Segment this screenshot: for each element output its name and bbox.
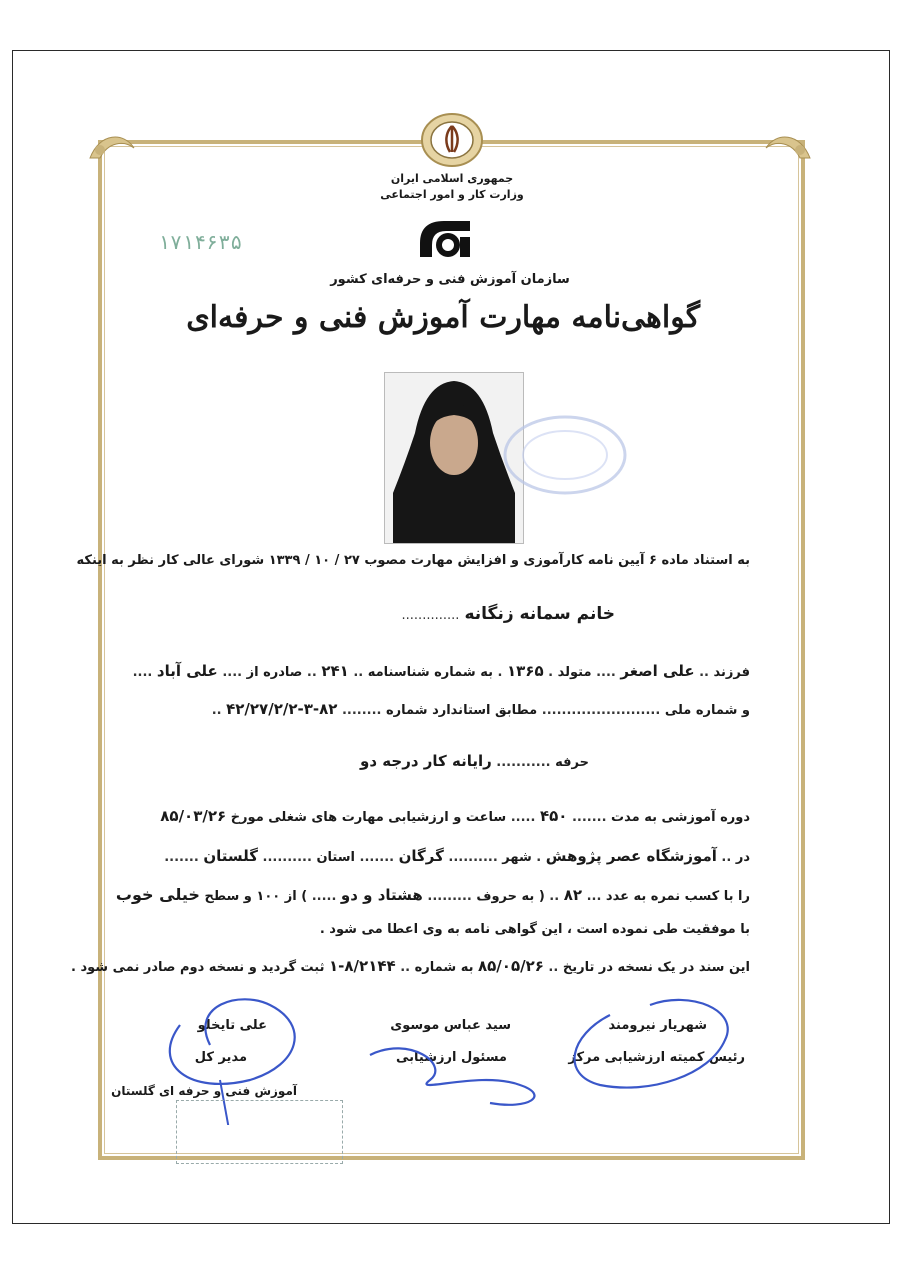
institute-line: در .. آموزشگاه عصر پژوهش . شهر .......... گرگان ....... استان .......... گلستان ....... — [164, 847, 750, 865]
evaluation-date: ۸۵/۰۳/۲۶ — [160, 807, 227, 825]
signature-1-name: شهریار نیرومند — [608, 1018, 707, 1033]
id-number: ۲۴۱ — [321, 662, 349, 680]
in-label: در — [735, 850, 750, 865]
score-label: را با کسب نمره به عدد — [605, 889, 750, 904]
birth-year: ۱۳۶۵ — [506, 662, 544, 680]
city-label: شهر — [502, 850, 532, 865]
standard-label: مطابق استاندارد شماره — [386, 703, 538, 718]
issue-line: این سند در یک نسخه در تاریخ .. ۸۵/۰۵/۲۶ به شماره .. ۸/۲۱۴۴-۱ ثبت گردید و نسخه دوم صادر نمی شود . — [71, 957, 750, 975]
signature-2-name: سید عباس موسوی — [390, 1018, 511, 1033]
father-label: فرزند — [713, 665, 750, 680]
score-number: ۸۲ — [563, 886, 583, 904]
issue-pre: این سند در یک نسخه در تاریخ — [562, 960, 750, 975]
tvto-logo-icon — [414, 213, 476, 265]
city-name: گرگان — [398, 847, 444, 865]
signature-2-role: مسئول ارزشیابی — [396, 1050, 507, 1065]
trade-name: رایانه کار درجه دو — [360, 752, 492, 770]
national-label: و شماره ملی — [664, 703, 750, 718]
trade-label: حرفه — [555, 755, 589, 770]
institute-name: آموزشگاه عصر پژوهش — [545, 847, 717, 865]
course-hours: ۴۵۰ — [539, 807, 568, 825]
father-line: فرزند .. علی اصغر .... متولد . ۱۳۶۵ . به شماره شناسنامه .. ۲۴۱ .. صادره از .... علی آباد .... — [132, 662, 750, 680]
national-line: و شماره ملی ........................ مطابق استاندارد شماره ........ ۸۲-۳-۴۲/۲۷/۲/۲ .. — [211, 700, 750, 718]
republic-label: جمهوری اسلامی ایران — [390, 172, 514, 185]
ministry-label: وزارت کار و امور اجتماعی — [380, 188, 524, 201]
certificate-title: گواهی‌نامه مهارت آموزش فنی و حرفه‌ای — [186, 300, 700, 335]
issue-post: ثبت گردید و نسخه دوم صادر نمی شود . — [71, 960, 325, 975]
issued-from: علی آباد — [156, 662, 218, 680]
holder-line — [402, 604, 615, 624]
stamp-label: آموزش فنی و حرفه ای گلستان — [111, 1084, 297, 1098]
score-words: هشتاد و دو — [340, 886, 423, 904]
signature-1-role: رئیس کمیته ارزشیابی مرکز — [568, 1050, 745, 1065]
issue-date: ۸۵/۰۵/۲۶ — [478, 957, 544, 975]
issue-mid: به شماره — [414, 960, 474, 975]
issued-label: صادره از — [246, 665, 303, 680]
id-label: به شماره شناسنامه — [367, 665, 493, 680]
corner-ornament-right — [760, 128, 814, 172]
stamp-box — [176, 1100, 343, 1164]
level-value: خیلی خوب — [115, 885, 200, 904]
issue-number: ۸/۲۱۴۴-۱ — [329, 957, 396, 975]
score-line: را با کسب نمره به عدد ... ۸۲ .. ( به حروف ......... هشتاد و دو ..... ) از ۱۰۰ و سطح خیلی خوب — [115, 885, 750, 904]
faint-seal-stamp — [500, 410, 630, 500]
standard-number: ۸۲-۳-۴۲/۲۷/۲/۲ — [226, 700, 338, 718]
course-label: دوره آموزشی به مدت — [611, 810, 750, 825]
organization-name: سازمان آموزش فنی و حرفه‌ای کشور — [330, 272, 570, 287]
iran-emblem-icon — [420, 112, 484, 168]
signature-3-name: علی تایخلو — [197, 1018, 267, 1033]
father-name: علی اصغر — [620, 662, 695, 680]
holder-name: خانم سمانه زنگانه — [464, 604, 615, 624]
province-name: گلستان — [203, 847, 258, 865]
province-label: استان — [316, 850, 355, 865]
born-label: متولد — [557, 665, 592, 680]
course-line: دوره آموزشی به مدت ....... ۴۵۰ ..... ساعت و ارزشیابی مهارت های شغلی مورخ ۸۵/۰۳/۲۶ — [160, 807, 750, 825]
words-label: ( به حروف — [476, 889, 545, 904]
corner-ornament-left — [86, 128, 140, 172]
hours-label: ساعت و ارزشیابی مهارت های شغلی مورخ — [230, 810, 507, 825]
preamble-line: به استناد ماده ۶ آیین نامه کارآموزی و افزایش مهارت مصوب ۲۷ / ۱۰ / ۱۳۳۹ شورای عالی کار نظر به اینکه — [76, 553, 750, 568]
trade-line: حرفه ........... رایانه کار درجه دو — [360, 752, 589, 770]
success-line: با موفقیت طی نموده است ، این گواهی نامه به وی اعطا می شود . — [319, 922, 750, 937]
of-label: ) از ۱۰۰ و سطح — [204, 889, 308, 904]
signature-3-role: مدیر کل — [194, 1050, 247, 1065]
serial-number: ۱۷۱۴۶۳۵ — [158, 230, 243, 254]
dots: .............. — [401, 608, 460, 623]
